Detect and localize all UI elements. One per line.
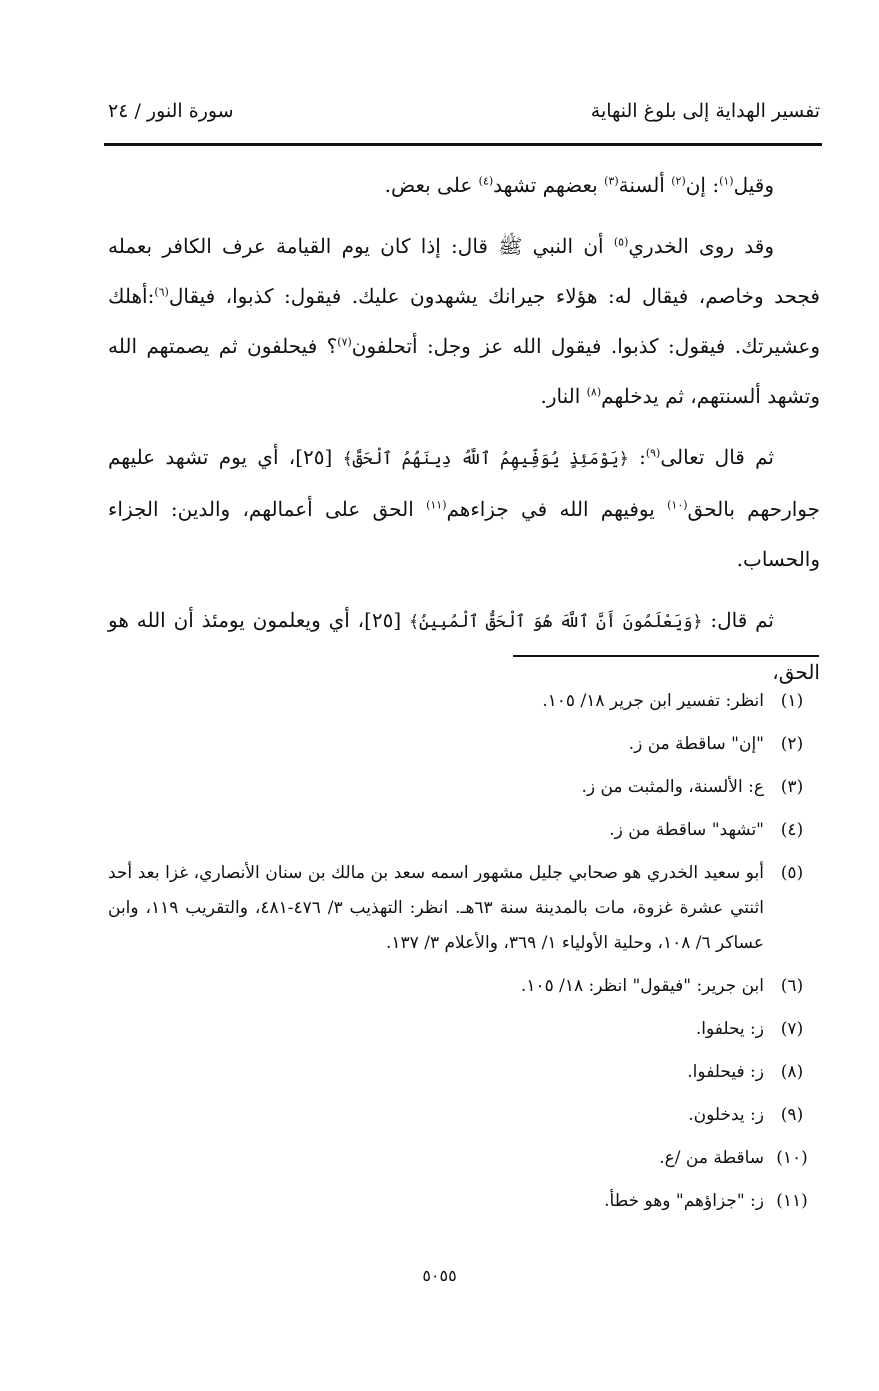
footnote-number: (٨) <box>780 1062 804 1082</box>
footnote-number: (٥) <box>780 863 804 883</box>
paragraph-4 <box>108 595 820 697</box>
page-number: ٥٠٥٥ <box>422 1266 457 1285</box>
footnote-text: ز: يحلفوا. <box>695 1019 764 1039</box>
footnote-item <box>108 1055 820 1090</box>
header-divider <box>104 143 822 146</box>
footnote-text: "تشهد" ساقطة من ز. <box>609 820 764 840</box>
text-span: على بعض. <box>384 173 479 197</box>
footnote-ref-7: (٧) <box>337 335 352 349</box>
paragraph-3 <box>108 432 820 584</box>
text-span: ثم قال: <box>702 608 774 632</box>
paragraph-2 <box>108 221 820 421</box>
text-span: وقد روى الخدري <box>628 234 774 258</box>
footnote-number: (٢) <box>780 734 804 754</box>
footnote-divider <box>513 655 819 657</box>
footnote-item <box>108 813 820 848</box>
text-span: [٢٥]، أي يوم تشهد عليهم جوارحهم بالحق <box>108 445 820 521</box>
footnote-item <box>108 969 820 1004</box>
footnote-ref-5: (٥) <box>613 235 629 249</box>
footnote-ref-6: (٦) <box>154 285 169 299</box>
footnote-text: ز: فيحلفوا. <box>687 1062 764 1082</box>
footnote-text: "إن" ساقطة من ز. <box>628 734 764 754</box>
text-span: يوفيهم الله في جزاءهم <box>446 497 668 521</box>
surah-title: سورة النور / ٢٤ <box>108 100 234 122</box>
footnote-number: (٩) <box>780 1105 804 1125</box>
footnote-number: (٤) <box>780 820 804 840</box>
footnote-number: (١) <box>780 691 804 711</box>
footnote-text: ز: يدخلون. <box>688 1105 764 1125</box>
quran-verse: ﴿وَيَعْلَمُونَ أَنَّ ٱللَّهَ هُوَ ٱلْحَقُّ ٱلْمُبِينُ﴾ <box>409 612 703 632</box>
text-span: [٢٥]، أي ويعلمون يومئذ أن الله هو الحق، <box>108 608 820 684</box>
text-span: : <box>628 445 646 469</box>
footnote-item <box>108 1184 820 1219</box>
footnote-number: (١١) <box>776 1191 808 1211</box>
footnote-text: أبو سعيد الخدري هو صحابي جليل مشهور اسمه سعد بن مالك بن سنان الأنصاري، غزا بعد أحد اثنتي عشرة غزوة، مات بالمدينة سنة ٦٣هـ. انظر: التهذيب ٣/ ٤٧٦-٤٨١، والتقريب ١١٩، وابن عساكر ٦/ ١٠٨، وحلية الأولياء ١/ ٣٦٩، والأعلام ٣/ ١٣٧. <box>108 863 764 953</box>
footnote-ref-3: (٣) <box>604 174 619 188</box>
footnote-ref-9: (٩) <box>645 446 661 460</box>
text-span: : إن <box>685 173 720 197</box>
main-text <box>108 160 820 708</box>
text-span: النار. <box>540 384 587 408</box>
footnote-item <box>108 1141 820 1176</box>
quran-verse: ﴿يَوْمَئِذٍ يُوَفِّيهِمُ ٱللَّهُ دِينَهُمُ ٱلْحَقَّ﴾ <box>342 449 629 469</box>
footnote-text: ع: الألسنة، والمثبت من ز. <box>581 777 764 797</box>
footnote-item <box>108 1012 820 1047</box>
footnote-ref-2: (٢) <box>671 174 686 188</box>
footnote-text: ابن جرير: "فيقول" انظر: ١٨/ ١٠٥. <box>520 976 764 996</box>
text-span: ثم قال تعالى <box>660 445 774 469</box>
footnote-number: (٦) <box>780 976 804 996</box>
footnote-ref-11: (١١) <box>426 498 447 512</box>
book-title: تفسير الهداية إلى بلوغ النهاية <box>590 100 820 122</box>
footnote-ref-1: (١) <box>719 174 734 188</box>
text-span: أن النبي ﷺ قال: إذا كان يوم القيامة عرف الكافر بعمله فجحد وخاصم، فيقال له: هؤلاء جيرانك يشهدون عليك. فيقول: كذبوا، فيقال <box>108 234 820 308</box>
text-span: :أهلك وعشيرتك. فيقول: كذبوا. فيقول الله عز وجل: أتحلفون <box>108 284 821 358</box>
footnote-text: ساقطة من /ع. <box>659 1148 764 1168</box>
footnote-number: (٧) <box>780 1019 804 1039</box>
footnote-ref-4: (٤) <box>478 174 494 188</box>
footnote-item <box>108 770 820 805</box>
footnote-text: ز: "جزاؤهم" وهو خطأ. <box>604 1191 764 1211</box>
footnote-item <box>108 856 820 961</box>
footnotes-list <box>108 684 820 1227</box>
footnote-ref-10: (١٠) <box>667 498 688 512</box>
footnote-number: (١٠) <box>776 1148 808 1168</box>
text-span: الحق على أعمالهم، والدين: الجزاء والحساب. <box>108 497 820 571</box>
footnote-number: (٣) <box>780 777 804 797</box>
running-header <box>108 100 820 134</box>
text-span: وقيل <box>733 173 774 197</box>
footnote-ref-8: (٨) <box>586 385 602 399</box>
text-span: ألسنة <box>618 173 672 197</box>
footnote-text: انظر: تفسير ابن جرير ١٨/ ١٠٥. <box>542 691 764 711</box>
text-span: ؟ فيحلفون ثم يصمتهم الله وتشهد ألسنتهم، ثم يدخلهم <box>108 334 820 408</box>
footnote-item <box>108 684 820 719</box>
footnote-item <box>108 727 820 762</box>
text-span: بعضهم تشهد <box>493 173 605 197</box>
paragraph-1 <box>108 160 820 210</box>
footnote-item <box>108 1098 820 1133</box>
